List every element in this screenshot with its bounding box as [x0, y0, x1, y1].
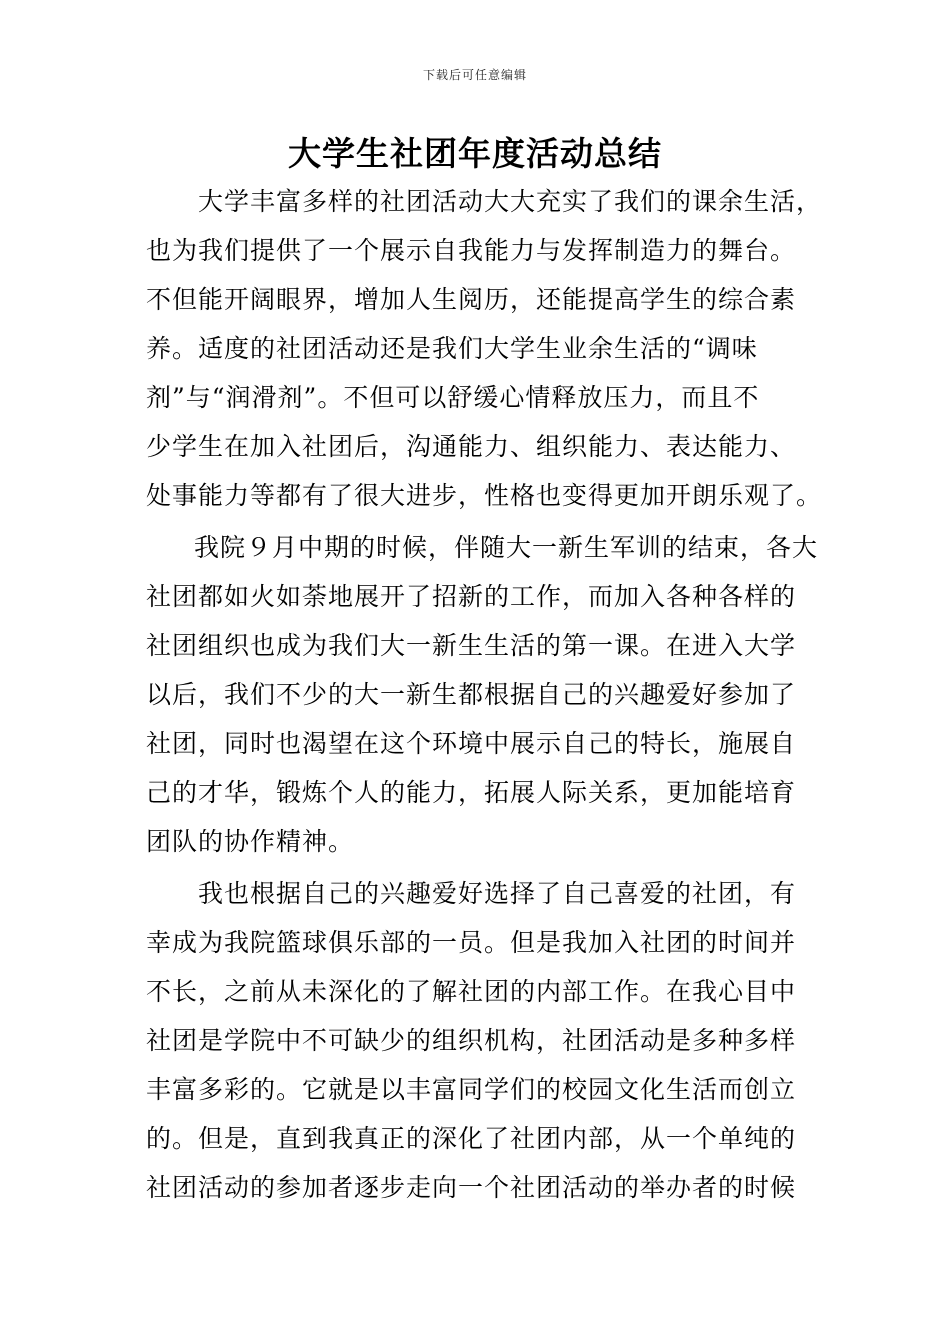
text-line: 社团，同时也渴望在这个环境中展示自己的特长，施展自 — [146, 729, 797, 758]
text-line: 不但能开阔眼界，增加人生阅历，还能提高学生的综合素 — [146, 285, 797, 314]
text-line: 剂”与“润滑剂”。不但可以舒缓心情释放压力，而且不 — [146, 383, 760, 412]
text-line: 己的才华，锻炼个人的能力，拓展人际关系，更加能培育 — [146, 778, 797, 807]
text-line: 幸成为我院篮球俱乐部的一员。但是我加入社团的时间并 — [146, 928, 797, 957]
text-line: 我也根据自己的兴趣爱好选择了自己喜爱的社团，有 — [198, 879, 797, 908]
text-line: 丰富多彩的。它就是以丰富同学们的校园文化生活而创立 — [146, 1075, 797, 1104]
text-line: 社团是学院中不可缺少的组织机构，社团活动是多种多样 — [146, 1026, 797, 1055]
text-line: 社团活动的参加者逐步走向一个社团活动的举办者的时候 — [146, 1173, 797, 1202]
paragraph-2 — [146, 523, 826, 866]
text-line: 团队的协作精神。 — [146, 827, 355, 856]
paragraph-1 — [146, 177, 826, 520]
text-line: 以后，我们不少的大一新生都根据自己的兴趣爱好参加了 — [146, 680, 797, 709]
text-line: 少学生在加入社团后，沟通能力、组织能力、表达能力、 — [146, 432, 797, 461]
text-line: 社团组织也成为我们大一新生生活的第一课。在进入大学 — [146, 631, 797, 660]
document-body — [146, 177, 826, 1212]
text-line: 也为我们提供了一个展示自我能力与发挥制造力的舞台。 — [146, 236, 797, 265]
text-line: 处事能力等都有了很大进步，性格也变得更加开朗乐观了。 — [146, 481, 823, 510]
header-note: 下载后可任意编辑 — [422, 68, 527, 82]
text-line: 养。适度的社团活动还是我们大学生业余生活的“调味 — [146, 334, 758, 363]
text-line: 大学丰富多样的社团活动大大充实了我们的课余生活， — [198, 187, 823, 216]
text-line: 我院９月中期的时候，伴随大一新生军训的结束，各大 — [194, 533, 819, 562]
text-line: 不长，之前从未深化的了解社团的内部工作。在我心目中 — [146, 977, 797, 1006]
paragraph-3 — [146, 869, 826, 1212]
text-line: 的。但是，直到我真正的深化了社团内部，从一个单纯的 — [146, 1124, 797, 1153]
document-title: 大学生社团年度活动总结 — [288, 134, 662, 173]
text-line: 社团都如火如荼地展开了招新的工作，而加入各种各样的 — [146, 582, 797, 611]
